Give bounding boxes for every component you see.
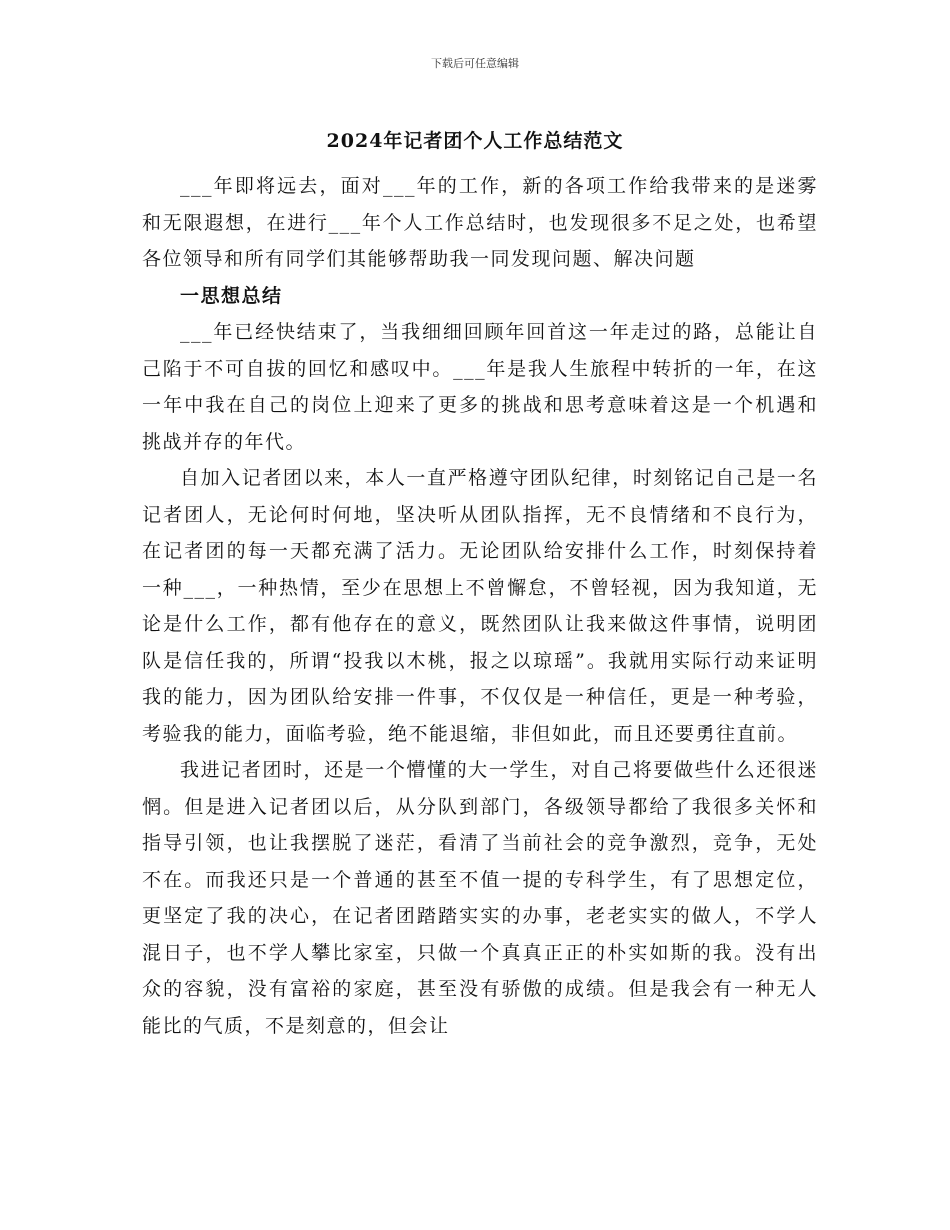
document-title: 2024年记者团个人工作总结范文	[326, 130, 624, 152]
body-paragraph-1: ___年已经快结束了，当我细细回顾年回首这一年走过的路，总能让自己陷于不可自拔的回忆和感叹中。___年是我人生旅程中转折的一年，在这一年中我在自己的岗位上迎来了更多的挑战和思考意味着这是一个机遇和挑战并存的年代。	[142, 321, 818, 453]
body-paragraph-2: 自加入记者团以来，本人一直严格遵守团队纪律，时刻铭记自己是一名记者团人，无论何时何地，坚决听从团队指挥，无不良情绪和不良行为，在记者团的每一天都充满了活力。无论团队给安排什么工作，时刻保持着一种___，一种热情，至少在思想上不曾懈怠，不曾轻视，因为我知道，无论是什么工作，都有他存在的意义，既然团队让我来做这件事情，说明团队是信任我的，所谓“投我以木桃，报之以琼瑶”。我就用实际行动来证明我的能力，因为团队给安排一件事，不仅仅是一种信任，更是一种考验，考验我的能力，面临考验，绝不能退缩，非但如此，而且还要勇往直前。	[142, 467, 818, 745]
intro-paragraph: ___年即将远去，面对___年的工作，新的各项工作给我带来的是迷雾和无限遐想，在进行___年个人工作总结时，也发现很多不足之处，也希望各位领导和所有同学们其能够帮助我一同发现问题、解决问题	[142, 175, 818, 270]
header-note: 下载后可任意编辑	[431, 57, 519, 70]
body-paragraph-3: 我进记者团时，还是一个懵懂的大一学生，对自己将要做些什么还很迷惘。但是进入记者团以后，从分队到部门，各级领导都给了我很多关怀和指导引领，也让我摆脱了迷茫，看清了当前社会的竞争激烈，竞争，无处不在。而我还只是一个普通的甚至不值一提的专科学生，有了思想定位，更坚定了我的决心，在记者团踏踏实实的办事，老老实实的做人，不学人混日子，也不学人攀比家室，只做一个真真正正的朴实如斯的我。没有出众的容貌，没有富裕的家庭，甚至没有骄傲的成绩。但是我会有一种无人能比的气质，不是刻意的，但会让	[142, 759, 818, 1037]
section-heading: 一思想总结	[180, 284, 283, 307]
document-body	[142, 168, 818, 1044]
